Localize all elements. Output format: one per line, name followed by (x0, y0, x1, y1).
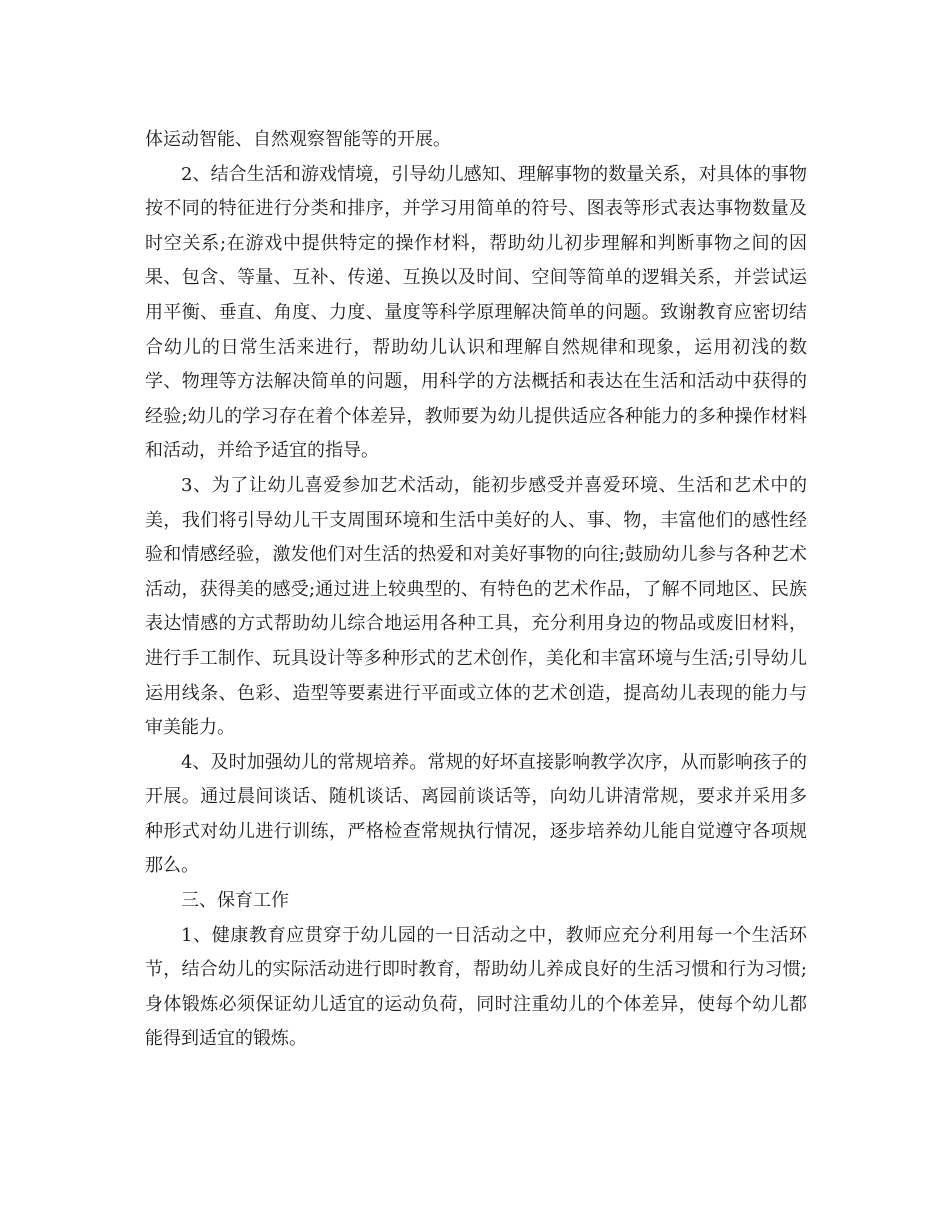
paragraph: 3、为了让幼儿喜爱参加艺术活动，能初步感受并喜爱环境、生活和艺术中的美，我们将引导幼儿干支周围环境和生活中美好的人、事、物，丰富他们的感性经验和情感经验，激发他们对生活的热爱和对美好事物的向往;鼓励幼儿参与各种艺术活动，获得美的感受;通过进上较典型的、有特色的艺术作品，了解不同地区、民族表达情感的方式帮助幼儿综合地运用各种工具，充分利用身边的物品或废旧材料，进行手工制作、玩具设计等多种形式的艺术创作，美化和丰富环境与生活;引导幼儿运用线条、色彩、造型等要素进行平面或立体的艺术创造，提高幼儿表现的能力与审美能力。 (145, 474, 807, 739)
document-page (145, 123, 807, 1057)
paragraph: 4、及时加强幼儿的常规培养。常规的好坏直接影响教学次序，从而影响孩子的开展。通过晨间谈话、随机谈话、离园前谈话等，向幼儿讲清常规，要求并采用多种形式对幼儿进行训练，严格检查常规执行情况，逐步培养幼儿能自觉遵守各项规那么。 (145, 751, 807, 877)
paragraph: 2、结合生活和游戏情境，引导幼儿感知、理解事物的数量关系，对具体的事物按不同的特征进行分类和排序，并学习用简单的符号、图表等形式表达事物数量及时空关系;在游戏中提供特定的操作材料，帮助幼儿初步理解和判断事物之间的因果、包含、等量、互补、传递、互换以及时间、空间等简单的逻辑关系，并尝试运用平衡、垂直、角度、力度、量度等科学原理解决简单的问题。致谢教育应密切结合幼儿的日常生活来进行，帮助幼儿认识和理解自然规律和现象，运用初浅的数学、物理等方法解决简单的问题，用科学的方法概括和表达在生活和活动中获得的经验;幼儿的学习存在着个体差异，教师要为幼儿提供适应各种能力的多种操作材料和活动，并给予适宜的指导。 (145, 163, 807, 462)
section-heading: 三、保育工作 (181, 890, 289, 912)
paragraph: 1、健康教育应贯穿于幼儿园的一日活动之中，教师应充分利用每一个生活环节，结合幼儿的实际活动进行即时教育，帮助幼儿养成良好的生活习惯和行为习惯;身体锻炼必须保证幼儿适宜的运动负荷，同时注重幼儿的个体差异，使每个幼儿都能得到适宜的锻炼。 (145, 924, 807, 1050)
paragraph: 体运动智能、自然观察智能等的开展。 (145, 129, 451, 150)
